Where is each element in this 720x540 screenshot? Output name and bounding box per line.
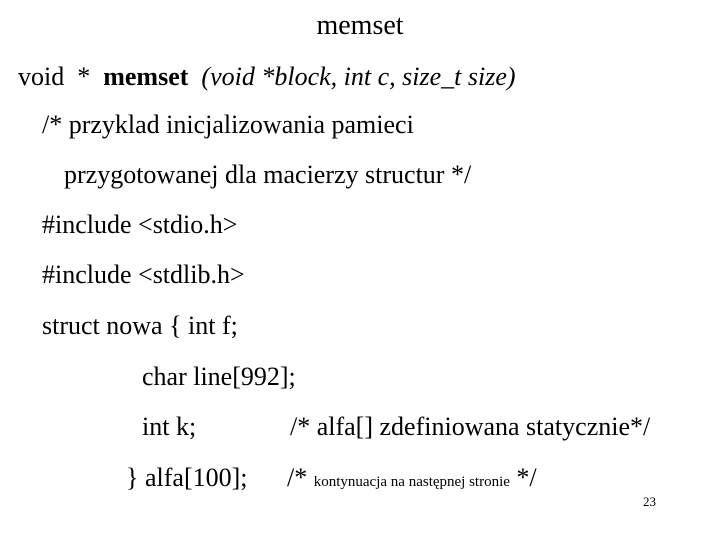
function-signature bbox=[18, 64, 516, 90]
continuation-text: kontynuacja na następnej stronie bbox=[313, 474, 510, 490]
int-k-member: int k; bbox=[142, 412, 197, 441]
continuation-close: */ bbox=[516, 463, 537, 492]
return-type: void bbox=[18, 62, 65, 91]
comment-line-2: przygotowanej dla macierzy structur */ bbox=[64, 160, 472, 189]
comment-line-1: /* przyklad inicjalizowania pamieci bbox=[42, 110, 414, 139]
include-stdio: #include <stdio.h> bbox=[42, 210, 238, 239]
pointer-symbol: * bbox=[77, 62, 91, 91]
page-number: 23 bbox=[643, 494, 656, 509]
char-line-member: char line[992]; bbox=[142, 362, 296, 391]
function-params: (void *block, int c, size_t size) bbox=[201, 62, 516, 91]
include-stdlib: #include <stdlib.h> bbox=[42, 260, 245, 289]
struct-close: } alfa[100]; bbox=[126, 463, 248, 492]
alfa-comment: /* alfa[] zdefiniowana statycznie*/ bbox=[290, 412, 651, 441]
continuation-open: /* bbox=[287, 463, 308, 492]
continuation-comment bbox=[287, 465, 537, 491]
slide-title: memset bbox=[316, 10, 404, 41]
function-name: memset bbox=[103, 62, 189, 91]
struct-open: struct nowa { int f; bbox=[42, 311, 238, 340]
